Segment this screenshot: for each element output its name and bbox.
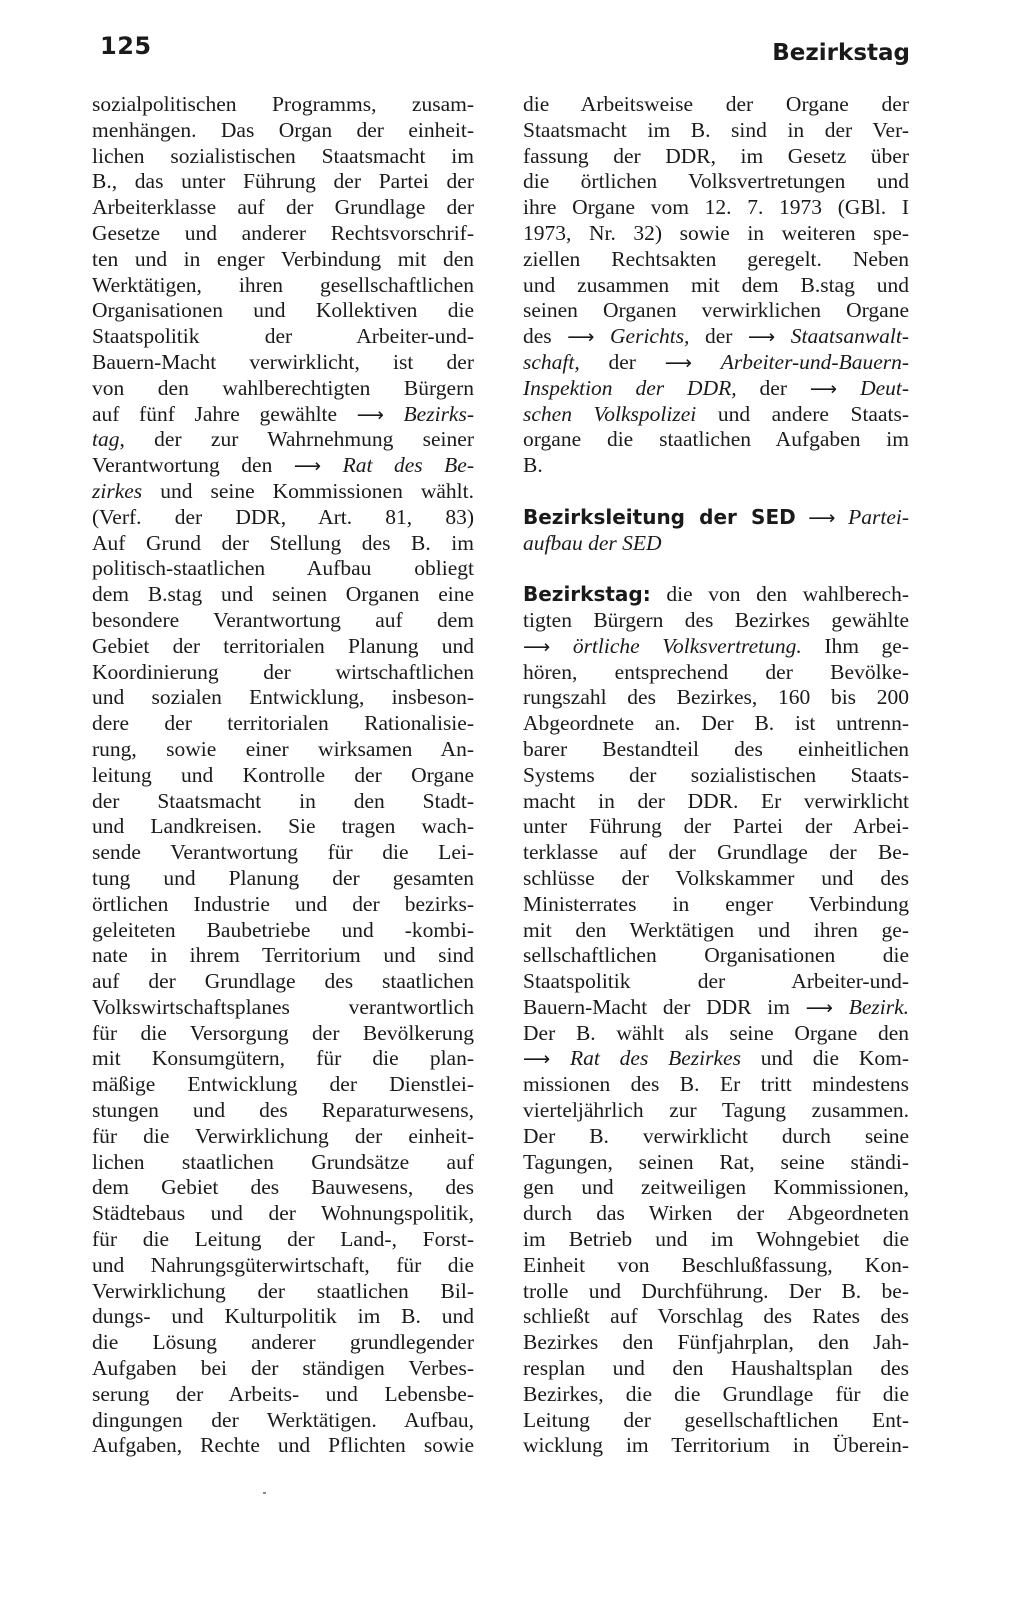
text-line: leitung und Kontrolle der Organe bbox=[92, 762, 474, 787]
cross-reference-link[interactable]: Partei- bbox=[848, 504, 909, 529]
cross-reference-arrow-icon: ⟶ bbox=[747, 326, 776, 349]
text-line: von den wahlberechtigten Bürgern bbox=[92, 375, 474, 400]
text-line-with-ref bbox=[523, 1046, 909, 1072]
text-line: dem B.stag und seinen Organen eine bbox=[92, 582, 474, 607]
text-line: Staatsmacht im B. sind in der Ver- bbox=[523, 117, 909, 142]
line-text: und seine Kommissionen wählt. bbox=[142, 478, 474, 503]
text-line: und sozialen Entwicklung, insbeson- bbox=[92, 685, 474, 710]
text-line: Auf Grund der Stellung des B. im bbox=[92, 530, 474, 555]
cross-reference-arrow-icon: ⟶ bbox=[805, 996, 833, 1019]
text-line: organe die staatlichen Aufgaben im bbox=[523, 427, 909, 452]
cross-reference-link[interactable]: tag bbox=[92, 427, 120, 452]
text-line: missionen des B. Er tritt mindestens bbox=[523, 1072, 909, 1097]
text-line: durch das Wirken der Abgeordneten bbox=[523, 1201, 909, 1226]
text-line-with-ref bbox=[523, 350, 909, 376]
text-line: ihre Organe vom 12. 7. 1973 (GBl. I bbox=[523, 195, 909, 220]
cross-reference-link[interactable]: Deut- bbox=[860, 375, 910, 400]
line-text: , der zur Wahrnehmung seiner bbox=[119, 427, 474, 452]
text-line: seinen Organen verwirklichen Organe bbox=[523, 298, 909, 323]
text-line: rung, sowie einer wirksamen An- bbox=[92, 736, 474, 761]
cross-reference-link[interactable]: schaft, bbox=[523, 349, 580, 374]
text-line: sellschaftlichen Organisationen die bbox=[523, 943, 909, 968]
line-text: der bbox=[704, 324, 733, 349]
text-line: schließt auf Vorschlag des Rates des bbox=[523, 1304, 909, 1329]
line-text: Bauern-Macht der DDR im bbox=[523, 994, 790, 1019]
text-line: Werktätigen, ihren gesellschaftlichen bbox=[92, 272, 474, 297]
cross-reference-link[interactable]: Staatsanwalt- bbox=[790, 324, 910, 349]
text-line: gen und zeitweiligen Kommissionen, bbox=[523, 1175, 909, 1200]
text-line: schlüsse der Volkskammer und des bbox=[523, 865, 909, 890]
cross-reference-arrow-icon: ⟶ bbox=[356, 403, 384, 426]
cross-reference-arrow-icon: ⟶ bbox=[664, 351, 692, 374]
line-text: und die Kom- bbox=[760, 1046, 910, 1071]
cross-reference-arrow-icon: ⟶ bbox=[567, 326, 595, 349]
text-line: besondere Verantwortung auf dem bbox=[92, 607, 474, 632]
headword: Bezirksleitung der SED bbox=[523, 504, 796, 529]
cross-reference-arrow-icon: ⟶ bbox=[523, 635, 551, 658]
text-line: dungs- und Kulturpolitik im B. und bbox=[92, 1304, 474, 1329]
text-line: Aufgaben, Rechte und Pflichten sowie bbox=[92, 1433, 474, 1458]
text-line: Bezirkes den Fünfjahrplan, den Jah- bbox=[523, 1330, 909, 1355]
text-line: im Betrieb und im Wohngebiet die bbox=[523, 1227, 909, 1252]
cross-reference-link[interactable]: aufbau der SED bbox=[523, 530, 662, 555]
text-line: nate in ihrem Territorium und sind bbox=[92, 943, 474, 968]
cross-reference-link[interactable]: Arbeiter-und-Bauern- bbox=[720, 349, 910, 374]
text-line: Koordinierung der wirtschaftlichen bbox=[92, 659, 474, 684]
text-line: Bezirkes, die die Grundlage für die bbox=[523, 1381, 909, 1406]
line-text: die von den wahlberech- bbox=[666, 582, 909, 607]
cross-reference-link[interactable]: Gerichts, bbox=[610, 324, 690, 349]
cross-reference-arrow-icon: ⟶ bbox=[523, 1048, 551, 1071]
line-text: auf fünf Jahre gewählte bbox=[92, 401, 338, 426]
cross-reference-arrow-icon: ⟶ bbox=[293, 455, 322, 478]
text-line-with-ref bbox=[523, 324, 909, 350]
print-speck bbox=[263, 1492, 266, 1494]
text-line: Staatspolitik der Arbeiter-und- bbox=[523, 969, 909, 994]
text-line: macht in der DDR. Er verwirklicht bbox=[523, 788, 909, 813]
text-line: für die Versorgung der Bevölkerung bbox=[92, 1020, 474, 1045]
entry-bezirkstag bbox=[523, 582, 909, 608]
text-line: barer Bestandteil des einheitlichen bbox=[523, 736, 909, 761]
text-line: Aufgaben bei der ständigen Verbes- bbox=[92, 1356, 474, 1381]
text-line: Systems der sozialistischen Staats- bbox=[523, 762, 909, 787]
text-line bbox=[523, 531, 909, 557]
page-number: 125 bbox=[100, 32, 152, 60]
text-line: Verwirklichung der staatlichen Bil- bbox=[92, 1278, 474, 1303]
text-line-with-ref bbox=[523, 995, 909, 1021]
text-line: örtlichen Industrie und der bezirks- bbox=[92, 891, 474, 916]
cross-reference-link[interactable]: schen Volkspolizei bbox=[523, 401, 697, 426]
text-line: Der B. wählt als seine Organe den bbox=[523, 1020, 909, 1045]
text-line: für die Verwirklichung der einheit- bbox=[92, 1123, 474, 1148]
text-line: mäßige Entwicklung der Dienstlei- bbox=[92, 1072, 474, 1097]
text-line: rungszahl des Bezirkes, 160 bis 200 bbox=[523, 685, 909, 710]
text-line: stungen und des Reparaturwesens, bbox=[92, 1098, 474, 1123]
text-line: tung und Planung der gesamten bbox=[92, 865, 474, 890]
entry-bezirksleitung bbox=[523, 505, 909, 531]
text-line: Arbeiterklasse auf der Grundlage der bbox=[92, 195, 474, 220]
text-line: menhängen. Das Organ der einheit- bbox=[92, 117, 474, 142]
text-line: serung der Arbeits- und Lebensbe- bbox=[92, 1381, 474, 1406]
cross-reference-link[interactable]: Rat des Be- bbox=[342, 453, 474, 478]
text-line-with-ref bbox=[523, 376, 909, 402]
text-line: die Lösung anderer grundlegender bbox=[92, 1330, 474, 1355]
text-line: geleiteten Baubetriebe und -kombi- bbox=[92, 917, 474, 942]
line-text: Ihm ge- bbox=[824, 633, 909, 658]
spacer bbox=[523, 556, 909, 582]
text-line: dere der territorialen Rationalisie- bbox=[92, 711, 474, 736]
text-line: Volkswirtschaftsplanes verantwortlich bbox=[92, 994, 474, 1019]
line-text: der bbox=[608, 349, 636, 374]
text-line: und zusammen mit dem B.stag und bbox=[523, 272, 909, 297]
text-line: trolle und Durchführung. Der B. be- bbox=[523, 1278, 909, 1303]
text-line: lichen staatlichen Grundsätze auf bbox=[92, 1149, 474, 1174]
right-column bbox=[523, 92, 909, 1459]
cross-reference-link[interactable]: Bezirk. bbox=[848, 994, 910, 1019]
cross-reference-arrow-icon: ⟶ bbox=[809, 377, 838, 400]
text-line: sende Verantwortung für die Lei- bbox=[92, 840, 474, 865]
text-line: terklasse auf der Grundlage der Be- bbox=[523, 840, 909, 865]
text-line: auf der Grundlage des staatlichen bbox=[92, 969, 474, 994]
cross-reference-link[interactable]: Inspektion der DDR, bbox=[523, 375, 737, 400]
text-line: Bauern-Macht verwirklicht, ist der bbox=[92, 349, 474, 374]
text-line: und Landkreisen. Sie tragen wach- bbox=[92, 814, 474, 839]
text-line: Städtebaus und der Wohnungspolitik, bbox=[92, 1201, 474, 1226]
line-text: der bbox=[759, 375, 787, 400]
text-line: Tagungen, seinen Rat, seine ständi- bbox=[523, 1149, 909, 1174]
text-line: Ministerrates in enger Verbindung bbox=[523, 891, 909, 916]
text-line: vierteljährlich zur Tagung zusammen. bbox=[523, 1098, 909, 1123]
text-line: die Arbeitsweise der Organe der bbox=[523, 92, 909, 116]
text-line: resplan und den Haushaltsplan des bbox=[523, 1356, 909, 1381]
text-line: Der B. verwirklicht durch seine bbox=[523, 1123, 909, 1148]
text-line: fassung der DDR, im Gesetz über bbox=[523, 143, 909, 168]
text-line: B. bbox=[523, 453, 543, 478]
text-line: mit Konsumgütern, für die plan- bbox=[92, 1046, 474, 1071]
text-line: Gesetze und anderer Rechtsvorschrif- bbox=[92, 220, 474, 245]
text-line-with-ref bbox=[523, 634, 909, 660]
text-line: (Verf. der DDR, Art. 81, 83) bbox=[92, 504, 474, 529]
text-line: Organisationen und Kollektiven die bbox=[92, 298, 474, 323]
text-line: mit den Werktätigen und ihren ge- bbox=[523, 917, 909, 942]
line-text: und andere Staats- bbox=[717, 401, 909, 426]
cross-reference-arrow-icon: ⟶ bbox=[808, 506, 836, 529]
spacer bbox=[523, 479, 909, 505]
text-line: unter Führung der Partei der Arbei- bbox=[523, 814, 909, 839]
line-text: des bbox=[523, 324, 552, 349]
text-line: Staatspolitik der Arbeiter-und- bbox=[92, 324, 474, 349]
text-line: 1973, Nr. 32) sowie in weiteren spe- bbox=[523, 220, 909, 245]
left-column bbox=[92, 92, 474, 1459]
text-line: dem Gebiet des Bauwesens, des bbox=[92, 1175, 474, 1200]
cross-reference-link[interactable]: Rat des Bezirkes bbox=[570, 1046, 741, 1071]
text-line: und Nahrungsgüterwirtschaft, für die bbox=[92, 1252, 474, 1277]
text-line bbox=[92, 479, 474, 505]
headword: Bezirkstag: bbox=[523, 582, 651, 607]
text-line-with-ref bbox=[523, 402, 909, 428]
text-line: der Staatsmacht in den Stadt- bbox=[92, 788, 474, 813]
text-line: hören, entsprechend der Bevölke- bbox=[523, 659, 909, 684]
text-line: dingungen der Werktätigen. Aufbau, bbox=[92, 1407, 474, 1432]
text-line: ziellen Rechtsakten geregelt. Neben bbox=[523, 246, 909, 271]
text-line: B., das unter Führung der Partei der bbox=[92, 169, 474, 194]
text-line: lichen sozialistischen Staatsmacht im bbox=[92, 143, 474, 168]
text-line-with-ref bbox=[92, 453, 474, 479]
text-line: Leitung der gesellschaftlichen Ent- bbox=[523, 1407, 909, 1432]
text-line bbox=[92, 427, 474, 453]
text-line: sozialpolitischen Programms, zusam- bbox=[92, 92, 474, 116]
text-line: Einheit von Beschlußfassung, Kon- bbox=[523, 1252, 909, 1277]
text-line: Abgeordnete an. Der B. ist untrenn- bbox=[523, 711, 909, 736]
cross-reference-link[interactable]: Bezirks- bbox=[403, 401, 474, 426]
cross-reference-link[interactable]: örtliche Volksvertretung. bbox=[572, 633, 802, 658]
text-line-with-ref bbox=[92, 402, 474, 428]
text-line: die örtlichen Volksvertretungen und bbox=[523, 169, 909, 194]
text-line: politisch-staatlichen Aufbau obliegt bbox=[92, 556, 474, 581]
text-line: tigten Bürgern des Bezirkes gewählte bbox=[523, 607, 909, 632]
text-line: wicklung im Territorium in Überein- bbox=[523, 1433, 909, 1458]
running-head: Bezirkstag bbox=[772, 40, 910, 66]
text-line: ten und in enger Verbindung mit den bbox=[92, 246, 474, 271]
text-line: Gebiet der territorialen Planung und bbox=[92, 633, 474, 658]
cross-reference-link[interactable]: zirkes bbox=[92, 478, 143, 503]
line-text: Verantwortung den bbox=[92, 453, 273, 478]
text-line: für die Leitung der Land-, Forst- bbox=[92, 1227, 474, 1252]
